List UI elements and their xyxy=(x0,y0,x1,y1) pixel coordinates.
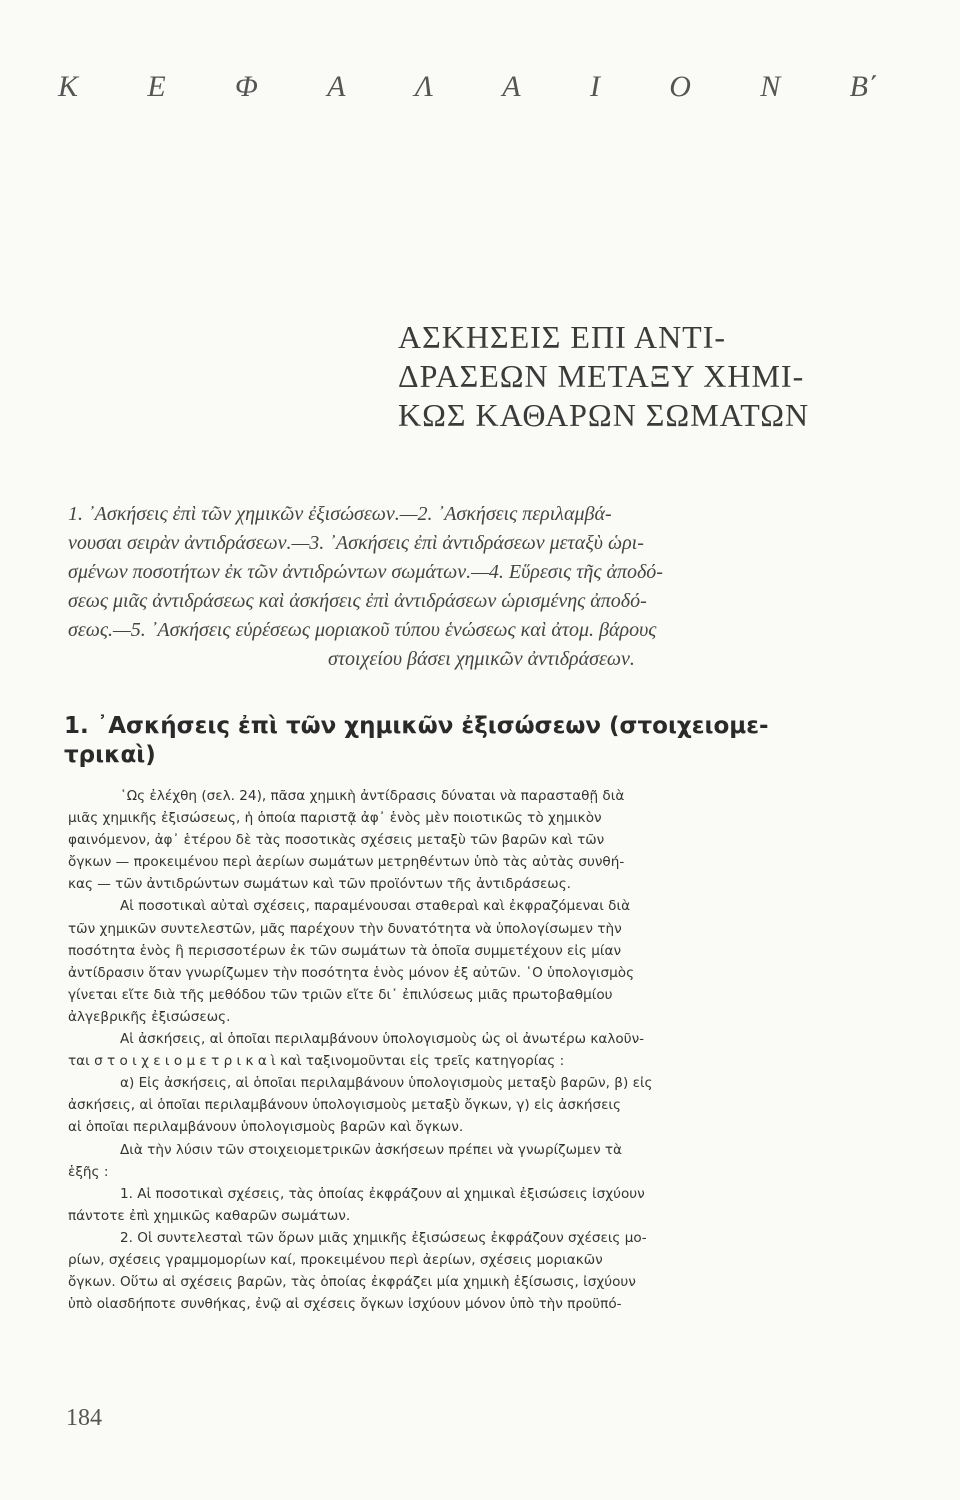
paragraph-line: ῾Ως ἐλέχθη (σελ. 24), πᾶσα χημικὴ ἀντίδρασις δύναται νὰ παρασταθῇ διὰ xyxy=(120,788,625,804)
chapter-heading-letter: Ι xyxy=(589,70,600,103)
summary-line: 1. ᾿Ασκήσεις ἐπὶ τῶν χημικῶν ἐξισώσεων.—2. ᾿Ασκήσεις περιλαμβά- xyxy=(68,503,612,525)
chapter-title-line: ΔΡΑΣΕΩΝ ΜΕΤΑΞΥ ΧΗΜΙ- xyxy=(398,358,805,394)
body-text xyxy=(68,785,868,1315)
paragraph-line: Αἱ ποσοτικαὶ αὐταὶ σχέσεις, παραμένουσαι σταθεραὶ καὶ ἐκφραζόμεναι διὰ xyxy=(120,898,631,915)
chapter-heading-letter: Φ xyxy=(235,70,258,103)
paragraph-line: ρίων, σχέσεις γραμμομορίων καί, προκειμένου περὶ ἀερίων, σχέσεις μοριακῶν xyxy=(68,1251,603,1268)
chapter-heading-letter: Ο xyxy=(669,70,691,103)
summary-line: σεως μιᾶς ἀντιδράσεως καὶ ἀσκήσεις ἐπὶ ἀντιδράσεων ὡρισμένης ἀποδό- xyxy=(68,590,647,612)
paragraph-line: ὄγκων. Οὕτω αἱ σχέσεις βαρῶν, τὰς ὁποίας ἐκφράζει μία χημικὴ ἐξίσωσις, ἰσχύουν xyxy=(68,1274,636,1291)
chapter-heading-letter: Α xyxy=(502,70,521,103)
paragraph-line: τῶν χημικῶν συντελεστῶν, μᾶς παρέχουν τὴν δυνατότητα νὰ ὑπολογίσωμεν τὴν xyxy=(68,920,622,937)
summary-line: σεως.—5. ᾿Ασκήσεις εὑρέσεως μοριακοῦ τύπου ἑνώσεως καὶ ἀτομ. βάρους xyxy=(68,619,657,641)
section-heading-line: τρικαὶ) xyxy=(64,742,156,768)
paragraph-line: ὄγκων — προκειμένου περὶ ἀερίων σωμάτων μετρηθέντων ὑπὸ τὰς αὐτὰς συνθή- xyxy=(68,854,625,871)
chapter-summary xyxy=(68,500,868,674)
paragraph-line: ται σ τ ο ι χ ε ι ο μ ε τ ρ ι κ α ὶ καὶ ταξινομοῦνται εἰς τρεῖς κατηγορίας : xyxy=(68,1053,565,1070)
paragraph-line: Αἱ ἀσκήσεις, αἱ ὁποῖαι περιλαμβάνουν ὑπολογισμοὺς ὡς οἱ ἀνωτέρω καλοῦν- xyxy=(120,1031,645,1048)
paragraph-line: γίνεται εἴτε διὰ τῆς μεθόδου τῶν τριῶν εἴτε δι᾿ ἐπιλύσεως μιᾶς πρωτοβαθμίου xyxy=(68,986,613,1003)
summary-line: σμένων ποσοτήτων ἐκ τῶν ἀντιδρώντων σωμάτων.—4. Εὕρεσις τῆς ἀποδό- xyxy=(68,561,663,583)
paragraph-line: 1. Αἱ ποσοτικαὶ σχέσεις, τὰς ὁποίας ἐκφράζουν αἱ χημικαὶ ἐξισώσεις ἰσχύουν xyxy=(120,1185,645,1202)
summary-line: νουσαι σειρὰν ἀντιδράσεων.—3. ᾿Ασκήσεις ἐπὶ ἀντιδράσεων μεταξὺ ὡρι- xyxy=(68,532,644,554)
paragraph-line: ἀντίδρασιν ὅταν γνωρίζωμεν τὴν ποσότητα ἑνὸς μόνον ἐξ αὐτῶν. ῾Ο ὑπολογισμὸς xyxy=(68,964,635,981)
paragraph-line: κας — τῶν ἀντιδρώντων σωμάτων καὶ τῶν προϊόντων τῆς ἀντιδράσεως. xyxy=(68,876,571,893)
chapter-heading-letter: Ε xyxy=(147,70,166,103)
paragraph-line: ἑξῆς : xyxy=(68,1163,109,1180)
chapter-heading-letter: Κ xyxy=(58,70,79,103)
section-heading-line: 1. ᾿Ασκήσεις ἐπὶ τῶν χημικῶν ἐξισώσεων (στοιχειομε- xyxy=(64,713,769,739)
chapter-title xyxy=(398,318,898,435)
paragraph-line: ἀλγεβρικῆς ἐξισώσεως. xyxy=(68,1008,231,1025)
paragraph-line: πάντοτε ἐπὶ χημικῶς καθαρῶν σωμάτων. xyxy=(68,1207,351,1224)
paragraph-line: α) Εἰς ἀσκήσεις, αἱ ὁποῖαι περιλαμβάνουν ὑπολογισμοὺς μεταξὺ βαρῶν, β) εἰς xyxy=(120,1075,653,1092)
paragraph-line: ἀσκήσεις, αἱ ὁποῖαι περιλαμβάνουν ὑπολογισμοὺς μεταξὺ ὄγκων, γ) εἰς ἀσκήσεις xyxy=(68,1097,621,1114)
chapter-heading-letter: Β΄ xyxy=(849,70,878,103)
chapter-heading xyxy=(58,70,878,104)
page-number: 184 xyxy=(66,1405,102,1431)
chapter-heading-letter: Α xyxy=(327,70,346,103)
chapter-heading-letter: Ν xyxy=(760,70,781,103)
section-heading xyxy=(64,712,884,770)
paragraph-line: Διὰ τὴν λύσιν τῶν στοιχειομετρικῶν ἀσκήσεων πρέπει νὰ γνωρίζωμεν τὰ xyxy=(120,1141,623,1158)
chapter-title-line: ΚΩΣ ΚΑΘΑΡΩΝ ΣΩΜΑΤΩΝ xyxy=(398,397,810,433)
chapter-title-line: ΑΣΚΗΣΕΙΣ ΕΠΙ ΑΝΤΙ- xyxy=(398,319,727,355)
paragraph-line: ὑπὸ οἱασδήποτε συνθήκας, ἐνῷ αἱ σχέσεις ὄγκων ἰσχύουν μόνον ὑπὸ τὴν προϋπό- xyxy=(68,1296,622,1313)
paragraph-line: μιᾶς χημικῆς ἐξισώσεως, ἡ ὁποία παριστᾷ ἀφ᾿ ἑνὸς μὲν ποιοτικῶς τὸ χημικὸν xyxy=(68,810,602,827)
chapter-heading-letter: Λ xyxy=(414,70,433,103)
paragraph-line: ποσότητα ἑνὸς ἢ περισσοτέρων ἐκ τῶν σωμάτων τὰ ὁποῖα συμμετέχουν εἰς μίαν xyxy=(68,942,622,959)
summary-line: στοιχείου βάσει χημικῶν ἀντιδράσεων. xyxy=(328,648,635,670)
paragraph-line: φαινόμενον, ἀφ᾿ ἑτέρου δὲ τὰς ποσοτικὰς σχέσεις μεταξὺ τῶν βαρῶν καὶ τῶν xyxy=(68,832,605,849)
paragraph-line: 2. Οἱ συντελεσταὶ τῶν ὅρων μιᾶς χημικῆς ἐξισώσεως ἐκφράζουν σχέσεις μο- xyxy=(120,1229,647,1246)
paragraph-line: αἱ ὁποῖαι περιλαμβάνουν ὑπολογισμοὺς βαρῶν καὶ ὄγκων. xyxy=(68,1119,464,1136)
